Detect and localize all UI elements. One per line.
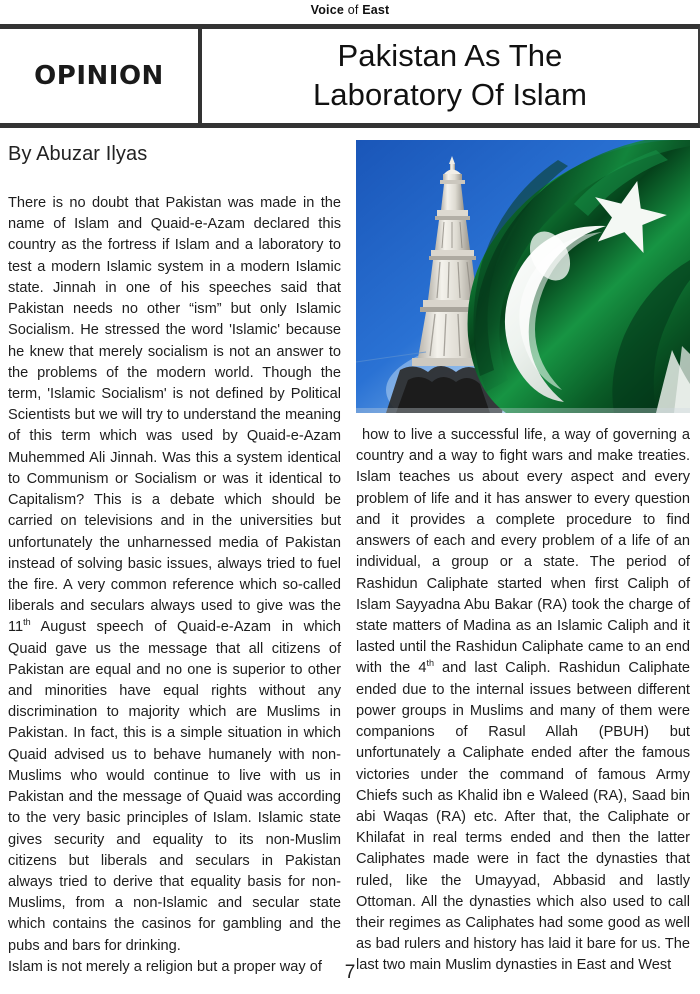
left-text-part-3: Islam is not merely a religion but a proper way of [8,958,322,975]
left-text-part-2: August speech of Quaid-e-Azam in which Quaid gave us the message that all citizens of Pakistan are equal and no one is superior to other and minorities have equal rights without any discrimination to majority which are Muslims in Pakistan. In fact, this is a simple situation in which Quaid advised us to behave humanely with non-Muslims who would continue to live with us in Pakistan and the message of Quaid was according to the very basic principles of Islam. Islamic state gives security and equality to its non-Muslim citizens but liberals and seculars in Pakistan always tried to derive that equality basis for non-Muslims, from a non-Islamic and secular state which contains the casinos for gambling and the pubs and bars for drinking. [8,619,341,954]
page-title [202,29,698,123]
running-head-part1: Voice [310,3,345,17]
page-number: 7 [344,962,356,983]
paragraph-left-1 [8,193,341,957]
minar-e-pakistan-flag-illustration [356,140,690,413]
running-head-part3: East [362,3,390,17]
running-head [0,0,700,22]
masthead [0,24,700,128]
right-text-part-2: and last Caliph. Rashidun Caliphate ended due to the internal issues between different power groups in Muslims and many of them were companions of Rasul Allah (PBUH) but unfortunately a Caliphate ended after the famous victories under the command of famous Army Chiefs such as Khalid ibn e Waleed (RA), Saad bin abi Waqas (RA) etc. After that, the Caliphate or Khilafat in real terms ended and then the latter Caliphates made were in fact the dynasties that ruled, like the Umayyad, Abbasid and lastly Ottoman. All the dynasties which also used to call their regimes as Caliphates had some good as well as bad rulers and history has laid it bare for us. The last two main Muslim dynasties in East and West [356,660,690,974]
article-photo [356,140,690,413]
section-label: OPINION [34,61,164,91]
byline: By Abuzar Ilyas [8,143,148,165]
headline-line-1: Pakistan As The [337,37,563,73]
running-head-part2: of [344,3,363,17]
section-label-box [0,29,202,123]
headline-line-2: Laboratory Of Islam [312,77,588,112]
right-text-part-1: how to live a successful life, a way of governing a country and a way to fight wars and make treaties. Islam teaches us about every aspect and every problem of life and it has answer to every question and it provides a complete procedure to find answers of each and every problem of a life of an individual, a group or a state. The period of Rashidun Caliphate started when first Caliph of Islam Sayyadna Abu Bakar (RA) took the charge of state matters of Madina as an Islamic Caliph and it lasted until the Rashidun Caliphate came to an end with the 4 [356,427,690,677]
paragraph-right-1 [356,425,690,977]
superscript-th-2: th [426,658,434,669]
left-text-part-1: There is no doubt that Pakistan was made in the name of Islam and Quaid-e-Azam declared this country as the fortress if Islam and a laboratory to test a modern Islamic system in a modern Islamic state. Jinnah in one of his speeches said that Pakistan needs no other “ism” but only Islamic Socialism. He stressed the word 'Islamic' because he knew that merely socialism is not an answer to the problems of the modern world. Though the term, 'Islamic Socialism' is not defined by Political Scientists but we will try to understand the meaning of this term which was used by Quaid-e-Azam Muhemmed Ali Jinnah. Was this a system identical to Communism or Socialism or was it identical to Capitalism? This is a debate which should be carried on televisions and in the universities but unfortunately the unharnessed media of Pakistan instead of solving basic issues, always tried to fuel the fire. A very common reference which so-called liberals and seculars always used to give was the 11 [8,195,341,636]
article-column-left [8,193,341,978]
superscript-th-1: th [23,617,31,628]
article-column-right [356,425,690,977]
